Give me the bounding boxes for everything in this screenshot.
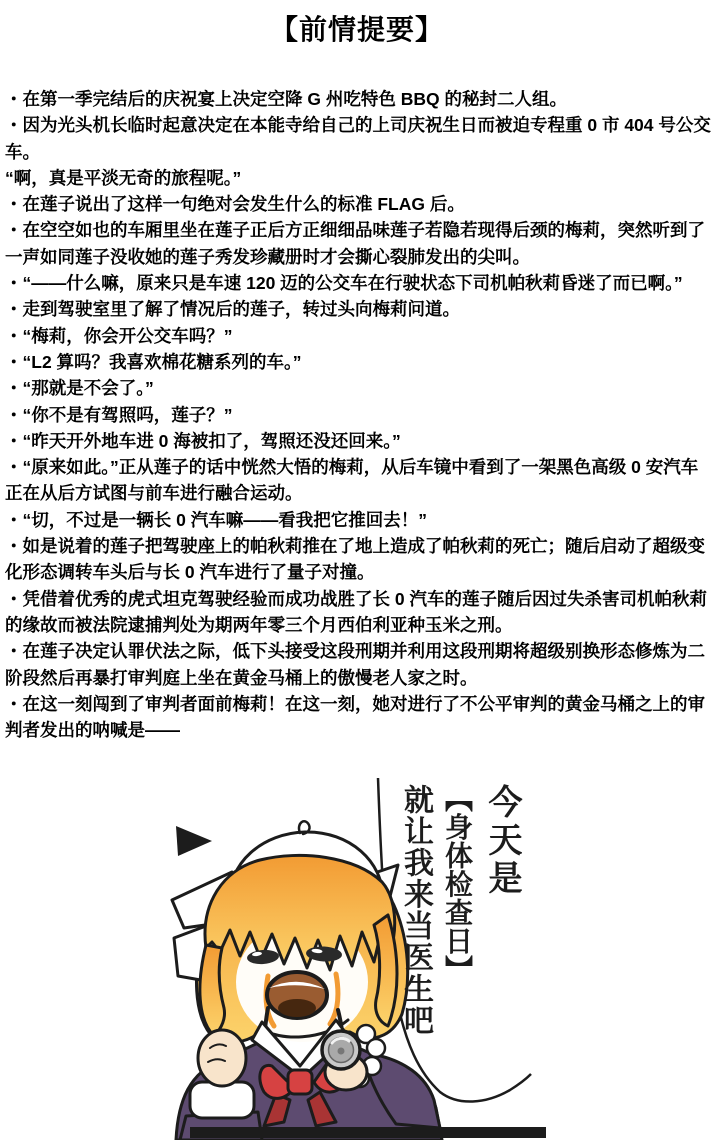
speech-line-1: 今天是 bbox=[483, 784, 521, 898]
speech-line-3: 就让我来当医生吧 bbox=[399, 784, 432, 1036]
recap-paragraph: ・“原来如此。”正从莲子的话中恍然大悟的梅莉，从后车镜中看到了一架黑色高级 0 安汽车正在从后方试图与前车进行融合运动。 bbox=[5, 457, 699, 504]
recap-text bbox=[5, 86, 711, 743]
speech-bubble-tail-icon bbox=[176, 826, 212, 856]
recap-paragraph: ・“昨天开外地车进 0 海被扣了，驾照还没还回来。” bbox=[5, 430, 401, 451]
recap-paragraph: ・走到驾驶室里了解了情况后的莲子，转过头向梅莉问道。 bbox=[5, 299, 460, 320]
recap-paragraph: ・“那就是不会了。” bbox=[5, 378, 154, 399]
fist-left bbox=[198, 1030, 246, 1086]
open-mouth bbox=[267, 972, 327, 1018]
recap-paragraph: ・在莲子决定认罪伏法之际，低下头接受这段刑期并利用这段刑期将超级别换形态修炼为二阶段然后再暴打审判庭上坐在黄金马桶上的傲慢老人家之时。 bbox=[5, 641, 705, 688]
recap-paragraph: ・凭借着优秀的虎式坦克驾驶经验而成功战胜了长 0 汽车的莲子随后因过失杀害司机帕秋莉的缘故而被法院逮捕判处为期两年零三个月西伯利亚种玉米之刑。 bbox=[5, 588, 707, 635]
recap-paragraph: ・“——什么嘛，原来只是车速 120 迈的公交车在行驶状态下司机帕秋莉昏迷了而已啊。” bbox=[5, 273, 683, 294]
stethoscope-head-icon bbox=[322, 1031, 360, 1069]
recap-paragraph: “啊，真是平淡无奇的旅程呢。” bbox=[5, 167, 242, 188]
page-title: 【前情提要】 bbox=[269, 14, 444, 45]
recap-paragraph: ・在空空如也的车厢里坐在莲子正后方正细细品味莲子若隐若现得后颈的梅莉，突然听到了一声如同莲子没收她的莲子秀发珍藏册时才会撕心裂肺发出的尖叫。 bbox=[5, 220, 705, 267]
recap-paragraph: ・如是说着的莲子把驾驶座上的帕秋莉推在了地上造成了帕秋莉的死亡；随后启动了超级变化形态调转车头后与长 0 汽车进行了量子对撞。 bbox=[5, 536, 705, 583]
recap-paragraph: ・“梅莉，你会开公交车吗？” bbox=[5, 325, 233, 346]
speech-text bbox=[395, 784, 525, 1074]
recap-paragraph: ・“切，不过是一辆长 0 汽车嘛——看我把它推回去！” bbox=[5, 509, 427, 530]
recap-paragraph: ・“你不是有驾照吗，莲子？” bbox=[5, 404, 233, 425]
recap-paragraph: ・在这一刻闯到了审判者面前梅莉！在这一刻，她对进行了不公平审判的黄金马桶之上的审判者发出的呐喊是—— bbox=[5, 693, 705, 741]
recap-paragraph: ・因为光头机长临时起意决定在本能寺给自己的上司庆祝生日而被迫专程重 0 市 404 号公交车。 bbox=[5, 115, 711, 162]
panel-bottom-border bbox=[190, 1127, 546, 1138]
recap-paragraph: ・“L2 算吗？我喜欢棉花糖系列的车。” bbox=[5, 351, 302, 372]
recap-paragraph: ・在第一季完结后的庆祝宴上决定空降 G 州吃特色 BBQ 的秘封二人组。 bbox=[5, 89, 567, 109]
speech-line-2: 【身体检查日】 bbox=[442, 784, 473, 984]
comic-illustration bbox=[0, 770, 714, 1140]
recap-paragraph: ・在莲子说出了这样一句绝对会发生什么的标准 FLAG 后。 bbox=[5, 194, 465, 215]
